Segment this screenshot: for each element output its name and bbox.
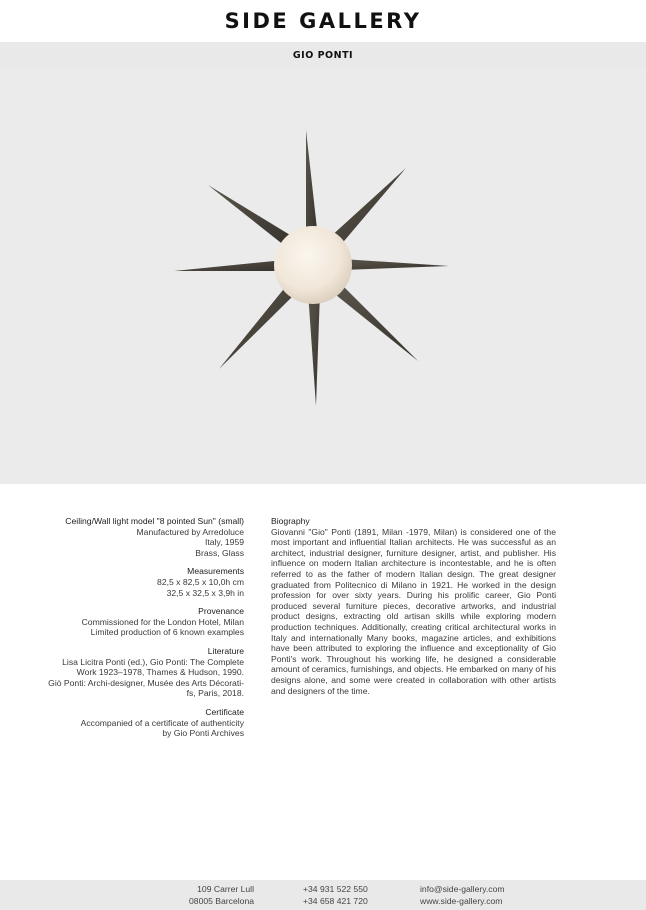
product-photo — [0, 68, 646, 484]
measurements-heading: Measurements — [187, 566, 244, 577]
biography-text: Giovanni "Gio" Ponti (1891, Milan -1979, Milan) is considered one of the most important and influential Italian architects. He was successful as an architect, industrial designer, furniture designer, artist, and publisher. His influence on modern Italian architecture is incontestable, and he is often referred to as the father of modern Italian design. The great designer graduated from Politecnico di Milano in 1921. He worked in the design profession for over sixty years. During his prolific career, Gio Ponti produced several furniture pieces, decorative artworks, and industrial product designs, extracting old artisan skills while exploring modern production techniques. Additionally, creating critical architectural works in Italy and internationally Many books, magazine articles, and exhibitions have been attributed to exploring the influence and exceptionality of Gio Ponti's work. Throughout his working life, he designed a considerable amount of ceramics, furnishings, and objects. He embarked on many of his designs alone, and some were created in collaboration with other artists and designers of the time. — [271, 526, 556, 696]
certificate-heading: Certificate — [205, 706, 244, 717]
footer-address — [180, 884, 254, 907]
literature-line: Work 1923–1978, Thames & Hudson, 1990. — [76, 667, 244, 678]
sun-lamp-image — [0, 68, 646, 484]
address-street: 109 Carrer Lull — [197, 884, 254, 894]
biography-heading: Biography — [271, 516, 310, 526]
ray-top — [306, 130, 318, 238]
ray-bottom-right — [331, 283, 418, 361]
ray-top-left — [208, 185, 295, 246]
literature-line: fs, Paris, 2018. — [186, 688, 244, 699]
certificate-line: by Gio Ponti Archives — [162, 728, 244, 739]
materials: Brass, Glass — [195, 547, 244, 558]
provenance-line: Limited production of 6 known examples — [90, 627, 244, 638]
literature-heading: Literature — [207, 645, 244, 656]
ray-right — [342, 259, 449, 270]
phone-number[interactable]: +34 931 522 550 — [303, 884, 368, 894]
certificate-line: Accompanied of a certificate of authenticity — [80, 717, 244, 728]
ray-bottom — [308, 292, 320, 406]
designer-title: GIO PONTI — [0, 42, 646, 68]
ray-left — [174, 260, 284, 271]
email-link[interactable]: info@side-gallery.com — [420, 884, 505, 894]
footer-phones — [303, 884, 368, 907]
product-details — [20, 516, 244, 747]
product-info — [20, 516, 244, 558]
literature-line: Lisa Licitra Ponti (ed.), Gio Ponti: The Complete — [62, 656, 244, 667]
ray-bottom-left — [219, 285, 296, 369]
measurement-line: 82,5 x 82,5 x 10,0h cm — [157, 576, 244, 587]
brand-logo: SIDE GALLERY — [224, 9, 422, 33]
measurement-line: 32,5 x 32,5 x 3,9h in — [166, 587, 244, 598]
manufacturer: Manufactured by Arredoluce — [136, 526, 244, 537]
biography-section — [271, 516, 556, 696]
glass-globe — [274, 226, 352, 304]
origin: Italy, 1959 — [204, 537, 244, 548]
measurements-section — [20, 566, 244, 598]
provenance-heading: Provenance — [198, 606, 244, 617]
provenance-line: Commissioned for the London Hotel, Milan — [81, 616, 244, 627]
certificate-section — [20, 707, 244, 739]
address-city: 08005 Barcelona — [189, 895, 254, 906]
phone-number[interactable]: +34 658 421 720 — [303, 895, 368, 906]
website-link[interactable]: www.side-gallery.com — [420, 895, 503, 906]
ray-top-right — [329, 168, 406, 247]
footer — [0, 880, 646, 910]
footer-contact — [420, 884, 505, 907]
product-title: Ceiling/Wall light model "8 pointed Sun" (small) — [65, 516, 244, 526]
literature-line: Giò Ponti: Archi-designer, Musée des Arts Décorati- — [48, 677, 244, 688]
provenance-section — [20, 606, 244, 638]
literature-section — [20, 646, 244, 699]
